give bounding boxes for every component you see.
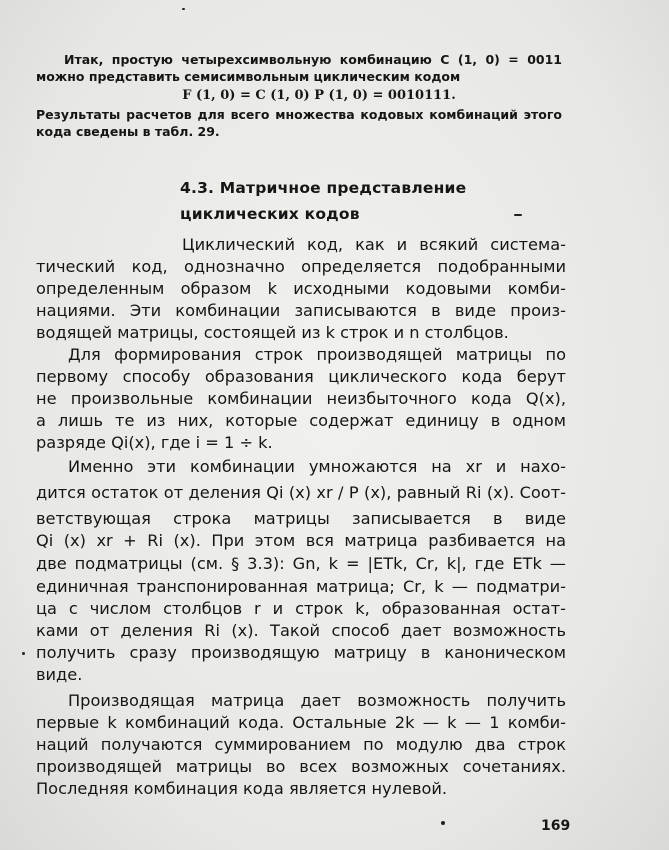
body-line: Последняя комбинация кода является нулевой. [36, 779, 448, 798]
section-body [36, 234, 566, 800]
intro-line-4: кода сведены в табл. 29. [36, 124, 220, 139]
section-heading-line-2: циклических кодов [180, 205, 360, 223]
body-line: виде. [36, 665, 83, 684]
body-line: нациями. Эти комбинации записываются в виде произ- [36, 301, 566, 320]
intro-line-3: Результаты расчетов для всего множества кодовых комбинаций этого [36, 107, 562, 122]
page-number: 169 [541, 818, 571, 834]
body-line: ками от деления Ri (x). Такой способ дает возможность [36, 621, 566, 640]
body-line: тический код, однозначно определяется подобранными [36, 257, 566, 276]
body-line: наций получаются суммированием по модулю два строк [36, 735, 566, 754]
body-line: производящей матрицы во всех возможных сочетаниях. [36, 757, 566, 776]
body-line: Именно эти комбинации умножаются на xr и нахо- [68, 457, 566, 476]
body-line: Qi (x) xr + Ri (x). При этом вся матрица разбивается на [36, 531, 566, 550]
body-line: ветствующая строка матрицы записывается в виде [36, 509, 566, 528]
intro-block [36, 51, 562, 140]
section-heading-line-1: 4.3. Матричное представление [180, 179, 467, 197]
body-line: а лишь те из них, которые содержат единицу в одном [36, 411, 566, 430]
section-heading [180, 175, 540, 227]
body-line: водящей матрицы, состоящей из k строк и n столбцов. [36, 323, 509, 342]
body-line: Производящая матрица дает возможность получить [68, 691, 566, 710]
body-line: определенным образом k исходными кодовыми комби- [36, 279, 566, 298]
body-line: ца с числом столбцов r и строк k, образованная остат- [36, 599, 566, 618]
body-line: получить сразу производящую матрицу в каноническом [36, 643, 566, 662]
body-line: Циклический код, как и всякий система- [182, 235, 566, 254]
body-line: дится остаток от деления Qi (x) xr / P (x), равный Ri (x). Соот- [36, 483, 566, 502]
body-line: единичная транспонированная матрица; Cr, k — подматри- [36, 577, 566, 596]
body-line: разряде Qi(x), где i = 1 ÷ k. [36, 433, 273, 452]
print-speck [441, 821, 445, 825]
intro-line-2: можно представить семисимвольным циклическим кодом [36, 69, 461, 84]
print-speck [22, 652, 25, 655]
body-line: Для формирования строк производящей матрицы по [68, 345, 566, 364]
body-line: первому способу образования циклического кода берут [36, 367, 566, 386]
body-line: первые k комбинаций кода. Остальные 2k — k — 1 комби- [36, 713, 566, 732]
intro-formula: F (1, 0) = C (1, 0) P (1, 0) = 0010111. [182, 88, 456, 103]
body-line: две подматрицы (см. § 3.3): Gn, k = |ETk, Cr, k|, где ETk — [36, 554, 566, 573]
body-line: не произвольные комбинации неизбыточного кода Q(x), [36, 389, 566, 408]
intro-line-1: Итак, простую четырехсимвольную комбинацию C (1, 0) = 0011 [64, 52, 562, 67]
print-speck [514, 214, 522, 216]
print-speck [182, 8, 185, 10]
